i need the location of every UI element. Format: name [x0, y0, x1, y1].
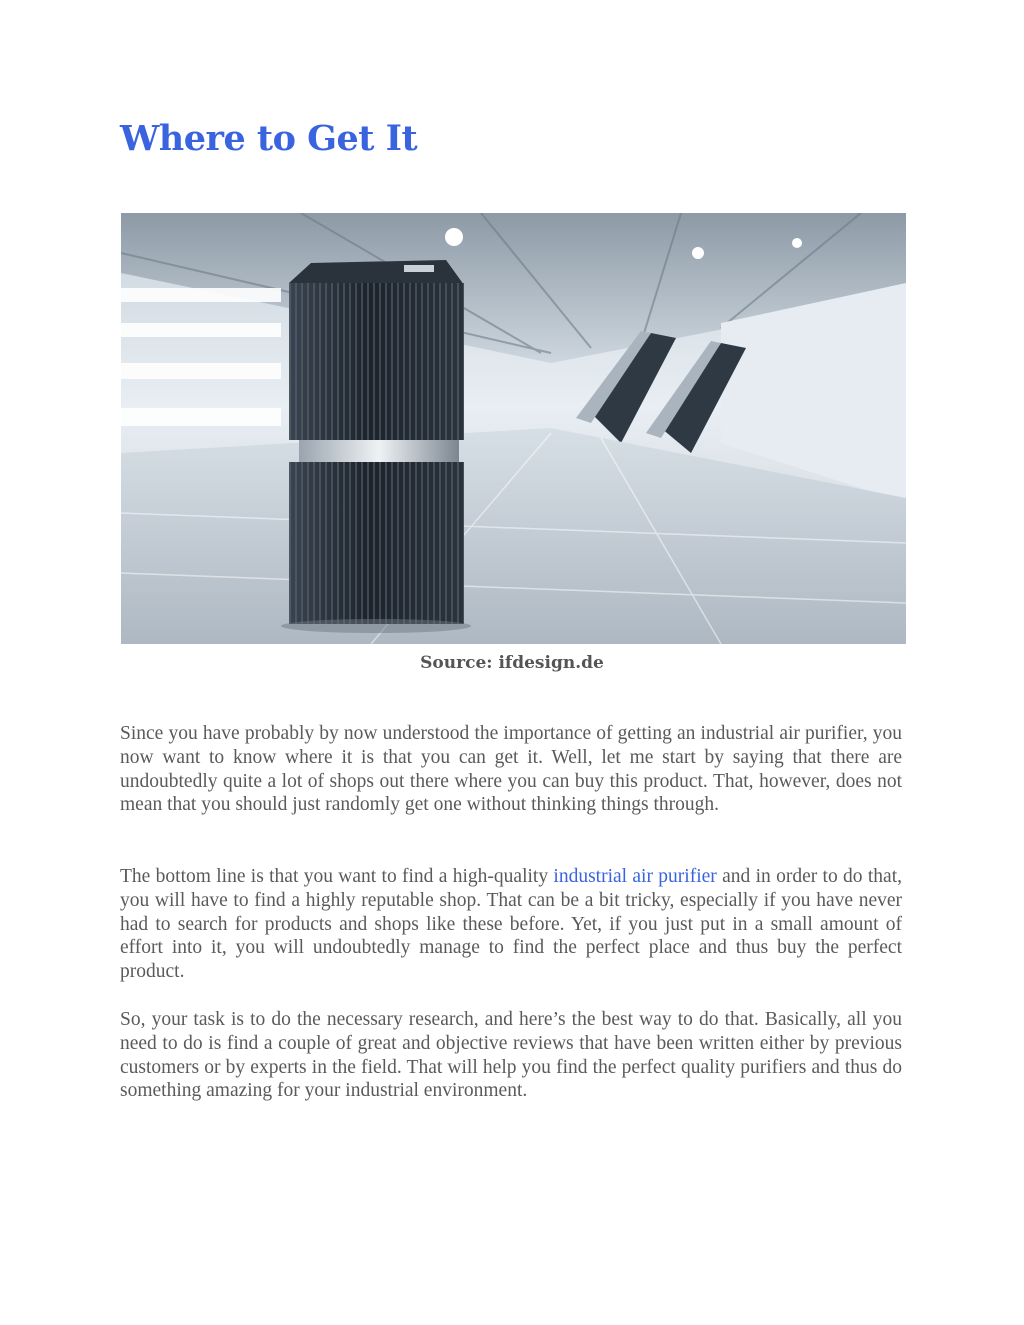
- industrial-air-purifier-link[interactable]: industrial air purifier: [553, 866, 717, 887]
- air-purifier-illustration: [121, 213, 906, 644]
- paragraph-text-before-link: The bottom line is that you want to find a high-quality: [120, 866, 554, 887]
- page-title: Where to Get It: [120, 118, 418, 159]
- paragraph-research: So, your task is to do the necessary research, and here’s the best way to do that. Basically, all you need to do is find a couple of great and objective reviews that have been written either by previous customers or by experts in the field. That will help you find the perfect quality purifiers and thus do something amazing for your industrial environment.: [120, 1009, 902, 1102]
- paragraph-bottom-line: [120, 865, 902, 984]
- purifier-unit: [281, 260, 471, 633]
- product-photo: [121, 213, 906, 644]
- image-caption: Source: ifdesign.de: [420, 653, 604, 673]
- paragraph-text-after-link: and in order to do that, you will have to find a highly reputable shop. That can be a bit tricky, especially if you have never had to search for products and shops like these before. Yet, if you just put in a small amount of effort into it, you will undoubtedly manage to find the perfect place and thus buy the perfect product.: [120, 866, 902, 983]
- paragraph-intro: Since you have probably by now understood the importance of getting an industrial air purifier, you now want to know where it is that you can get it. Well, let me start by saying that there are undoubtedly quite a lot of shops out there where you can buy this product. That, however, does not mean that you should just randomly get one without thinking things through.: [120, 723, 902, 816]
